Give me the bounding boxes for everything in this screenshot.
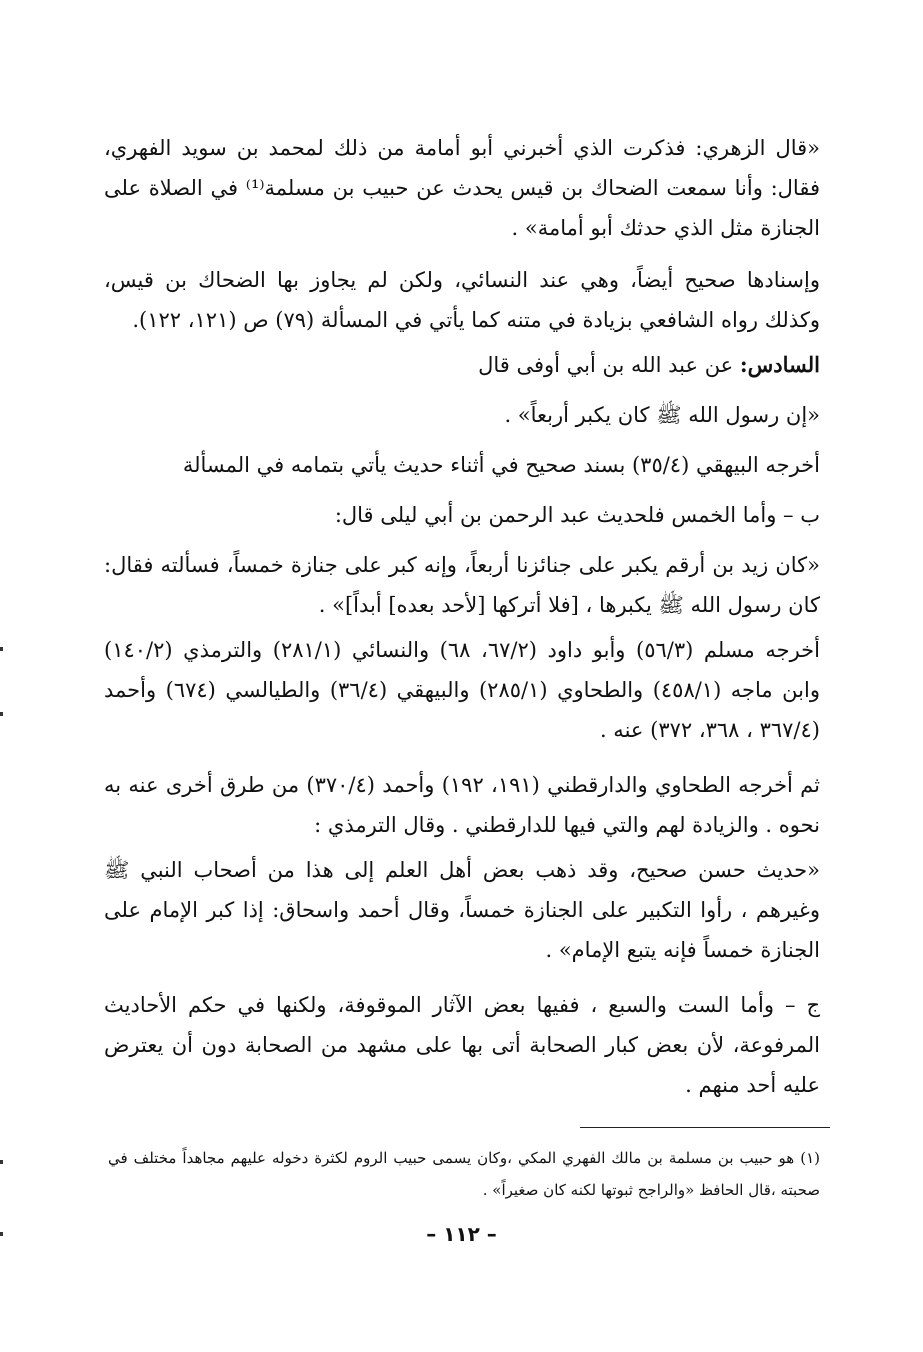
paragraph-sixth <box>104 345 820 385</box>
paragraph-bayhaqi <box>104 445 820 485</box>
section-label: السادس: <box>739 352 820 377</box>
paragraph-text: ثم أخرجه الطحاوي والدارقطني (١٩١، ١٩٢) وأحمد (٣٧٠/٤) من طرق أخرى عنه به نحوه . والزيادة لهم والتي فيها للدارقطني . وقال الترمذي : <box>104 773 820 837</box>
paragraph-five <box>104 495 820 535</box>
paragraph-isnad <box>104 260 820 340</box>
paragraph-tirmidhi-quote <box>104 850 820 970</box>
paragraph-zayd-quote <box>104 545 820 625</box>
paragraph-text: «حديث حسن صحيح، وقد ذهب بعض أهل العلم إلى هذا من أصحاب النبي ﷺ وغيرهم ، رأوا التكبير على الجنازة خمساً، وقال أحمد واسحاق: إذا كبر الإمام على الجنازة خمساً فإنه يتبع الإمام» . <box>104 858 820 962</box>
paragraph-text: «كان زيد بن أرقم يكبر على جنائزنا أربعاً، وإنه كبر على جنازة خمساً، فسألته فقال: كان رسول الله ﷺ يكبرها ، [فلا أتركها [لأحد بعده] أبداً]» . <box>104 553 820 617</box>
paragraph-hadith-four <box>104 395 820 435</box>
paragraph-tahawi <box>104 765 820 845</box>
paragraph-text: أخرجه البيهقي (٣٥/٤) بسند صحيح في أثناء حديث يأتي بتمامه في المسألة <box>182 453 820 477</box>
footnote: (١) هو حبيب بن مسلمة بن مالك الفهري المكي ،وكان يسمى حبيب الروم لكثرة دخوله عليهم مجاهداً مختلف في صحبته ،قال الحافظ «والراجح ثبوتها لكنه كان صغيراً» . <box>108 1149 820 1199</box>
paragraph-text: أخرجه مسلم (٥٦/٣) وأبو داود (٦٧/٢، ٦٨) والنسائي (٢٨١/١) والترمذي (١٤٠/٢) وابن ماجه (٤٥٨/١) والطحاوي (٢٨٥/١) والبيهقي (٣٦/٤) والطيالسي (٦٧٤) وأحمد (٣٦٧/٤ ، ٣٦٨، ٣٧٢) عنه . <box>104 638 821 742</box>
paragraph-text: «إن رسول الله ﷺ كان يكبر أربعاً» . <box>504 403 820 427</box>
paragraph-text: وإسنادها صحيح أيضاً، وهي عند النسائي، ولكن لم يجاوز بها الضحاك بن قيس، وكذلك رواه الشافعي بزيادة في متنه كما يأتي في المسألة (٧٩) ص (١٢١، ١٢٢). <box>104 268 820 332</box>
page-number: – ١١٢ – <box>426 1222 497 1246</box>
paragraph-text: ب – وأما الخمس فلحديث عبد الرحمن بن أبي ليلى قال: <box>334 503 820 527</box>
scan-mark <box>0 1232 3 1236</box>
paragraph-text: عن عبد الله بن أبي أوفى قال <box>478 353 740 377</box>
paragraph-zuhri-quote <box>104 128 820 248</box>
paragraph-six-seven <box>104 985 820 1105</box>
paragraph-text: ج – وأما الست والسبع ، ففيها بعض الآثار الموقوفة، ولكنها في حكم الأحاديث المرفوعة، لأن بعض كبار الصحابة أتى بها على مشهد من الصحابة دون أن يعترض عليه أحد منهم . <box>104 993 820 1097</box>
scan-mark <box>0 1160 3 1164</box>
scan-mark <box>0 712 3 716</box>
paragraph-text: «قال الزهري: فذكرت الذي أخبرني أبو أمامة من ذلك لمحمد بن سويد الفهري، فقال: وأنا سمعت الضحاك بن قيس يحدث عن حبيب بن مسلمة⁽¹⁾ في الصلاة على الجنازة مثل الذي حدثك أبو أمامة» . <box>104 136 820 240</box>
footnote-divider <box>580 1127 830 1128</box>
paragraph-takhrij <box>104 630 820 750</box>
scan-mark <box>0 647 3 651</box>
